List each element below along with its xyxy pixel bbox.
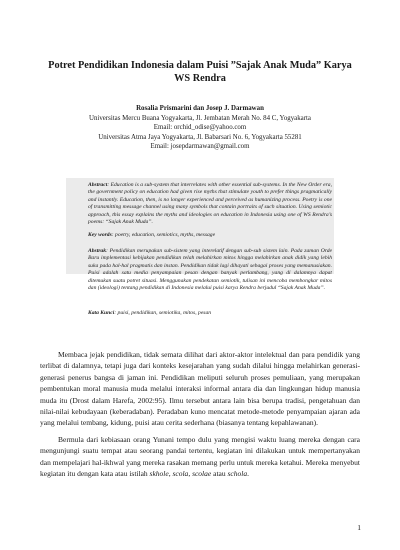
author-names: Rosalia Prismarini dan Josep J. Darmawan	[136, 105, 264, 112]
abstract-english	[88, 182, 332, 226]
abstract-text: : Education is a sub-system that interrelates with other essential sub-systems. In the New Order era, the government policy on education had given rise myths that stimulate youth to prefer things pragmatically and instantly. Education, then, is no longer experienced and perceived as humanizing process. Poetry is one of transmitting message channel using many symbols that contain portraits of such situation. Using semiotic approach, this essay explains the myths and ideologies on education in Indonesia using one of WS Rendra’s poems: “Sajak Anak Muda”.	[88, 182, 332, 226]
term-skhole: skhole	[149, 469, 169, 479]
term-schola: schola	[227, 469, 248, 479]
body-text	[40, 349, 360, 479]
email-2: Email: josepdarmawan@gmail.com	[150, 143, 250, 150]
body-paragraph-1: Membaca jejak pendidikan, tidak semata dilihat dari aktor-aktor intelektual dan para pendidik yang terlibat di dalamnya, tetapi juga dari konteks kesejarahan yang sudah dilalui hingga melahirkan generasi-generasi penerus bangsa di jaman ini. Pendidikan meliputi seluruh proses pemuliaan, yang merupakan pembentukan moral manusia muda melalui interaksi informal antara dia dan lingkungan hidup manusia muda itu (Drost dalam Harefa, 2002:95). Ilmu tersebut antara lain bisa berupa tradisi, pengetahuan dan nilai-nilai kebudayaan (keberadaban). Peradaban kuno mencatat metode-metode penyampaian ajaran ada yang melalui tembang, kidung, puisi atau cerita sederhana (biasanya tentang kepahlawanan).	[40, 350, 360, 428]
term-scolae: scolae	[192, 469, 212, 479]
separator: ,	[168, 469, 173, 479]
kata-kunci-text: : puisi, pendidikan, semiotika, mitos, pesan	[114, 310, 212, 316]
paper-title: Potret Pendidikan Indonesia dalam Puisi ”Sajak Anak Muda” Karya WS Rendra	[48, 60, 352, 84]
affiliation-1: Universitas Mercu Buana Yogyakarta, Jl. Jembatan Merah No. 84 C, Yogyakarta	[89, 114, 311, 122]
keywords-english	[88, 232, 332, 239]
separator: ,	[188, 469, 193, 479]
keywords-label: Key words	[88, 232, 112, 238]
keywords-text: : poetry, education, semiotics, myths, message	[111, 232, 216, 238]
abstract-indonesian	[88, 248, 332, 292]
email-1: Email: orchid_odise@yahoo.com	[153, 124, 247, 131]
separator: atau	[211, 469, 228, 479]
kata-kunci-label: Kata Kunci	[88, 310, 115, 316]
abstrak-text: : Pendidikan merupakan sub-sistem yang interelatif dengan sub-sub sistem lain. Pada zaman Orde Baru implementasi kebijakan pendidikan telah melahirkan mitos hingga melahirkan anak didik yang lebih suka pada hal-hal pragmatis dan instan. Pendidikan tidak lagi dihayati sebagai proses yang memanusiakan. Puisi adalah satu media penyampaian pesan dengan banyak perlambang, yang di dalamnya dapat ditemukan suatu potret situasi. Menggunakan pendekatan semiotik, tulisan ini mencoba membongkar mitos dan (ideologi) tentang pendidikan di Indonesia melalui puisi karya Rendra berjudul “Sajak Anak Muda”.	[88, 248, 332, 292]
term-scola: scola	[172, 469, 189, 479]
page-number: 1	[357, 523, 361, 532]
author-block	[40, 104, 360, 152]
keywords-indonesian	[88, 310, 332, 317]
paragraph-2-text: Bermula dari kebiasaan orang Yunani tempo dulu yang mengisi waktu luang mereka dengan cara mengunjungi suatu tempat atau seorang pandai tertentu, kegiatan ini dilakukan untuk mempertanyakan dan mempelajari hal-ikhwal yang mereka rasakan memang perlu untuk mereka ketahui. Mereka menyebut kegiatan itu dengan kata atau istilah	[40, 434, 360, 479]
paragraph-2-end: .	[247, 469, 249, 479]
abstract-label: Abstract	[88, 182, 108, 188]
affiliation-2: Universitas Atma Jaya Yogyakarta, Jl. Babarsari No. 6, Yogyakarta 55281	[98, 133, 302, 141]
body-paragraph-2	[40, 434, 360, 480]
abstrak-label: Abstrak	[88, 248, 107, 254]
